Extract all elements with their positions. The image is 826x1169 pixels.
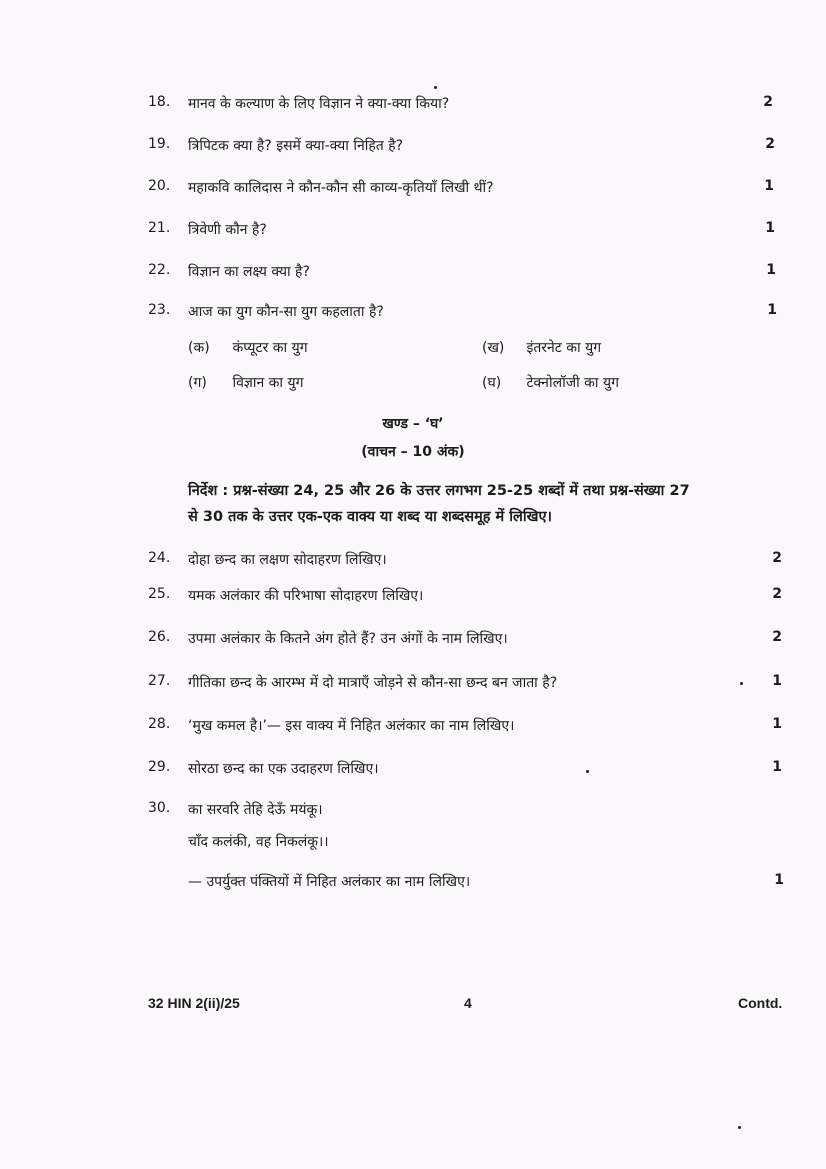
option-label: (ख)	[482, 340, 505, 356]
question-text: उपमा अलंकार के कितने अंग होते हैं? उन अंगों के नाम लिखिए।	[188, 631, 508, 647]
option-ga	[188, 373, 304, 392]
question-marks: 1	[772, 716, 782, 732]
verse-line-2: चाँद कलंकी, वह निकलंकू।।	[188, 834, 329, 850]
option-text: इंतरनेट का युग	[526, 340, 602, 356]
instruction	[188, 478, 788, 530]
question-number: 25.	[148, 586, 171, 602]
instruction-line-2: से 30 तक के उत्तर एक-एक वाक्य या शब्द या शब्दसमूह में लिखिए।	[188, 509, 552, 525]
instruction-line-1: निर्देश : प्रश्न-संख्या 24, 25 और 26 के उत्तर लगभग 25-25 शब्दों में तथा प्रश्न-संख्या 27	[188, 483, 690, 499]
section-subtitle: (वाचन – 10 अंक)	[361, 444, 465, 460]
question-marks: 1	[765, 220, 775, 236]
question-marks: 2	[765, 136, 775, 152]
question-text: दोहा छन्द का लक्षण सोदाहरण लिखिए।	[188, 552, 387, 568]
question-number: 22.	[148, 262, 171, 278]
question-number: 24.	[148, 550, 171, 566]
question-marks: 1	[767, 302, 777, 318]
question-number: 21.	[148, 220, 171, 236]
question-marks: 1	[766, 262, 776, 278]
option-label: (ग)	[188, 375, 207, 391]
section-title: खण्ड – ‘घ’	[382, 416, 444, 432]
option-label: (घ)	[482, 375, 502, 391]
question-marks: 2	[763, 94, 773, 110]
question-number: 28.	[148, 716, 171, 732]
verse-line-1: का सरवरि तेहि देऊँ मयंकू।	[188, 802, 323, 818]
scan-speck	[434, 86, 437, 89]
option-label: (क)	[188, 340, 210, 356]
question-text: त्रिवेणी कौन है?	[188, 222, 267, 238]
question-number: 29.	[148, 759, 171, 775]
question-marks: 1	[774, 872, 784, 888]
scan-speck	[738, 1126, 741, 1129]
question-marks: 1	[772, 673, 782, 689]
question-text: मानव के कल्याण के लिए विज्ञान ने क्या-क्या किया?	[188, 96, 450, 112]
question-number: 20.	[148, 178, 171, 194]
question-text: ‘मुख कमल है।’— इस वाक्य में निहित अलंकार का नाम लिखिए।	[188, 718, 515, 734]
question-text: सोरठा छन्द का एक उदाहरण लिखिए।	[188, 761, 379, 777]
page-number: 4	[464, 995, 472, 1011]
option-kha	[482, 338, 601, 357]
question-number: 19.	[148, 136, 171, 152]
question-text: आज का युग कौन-सा युग कहलाता है?	[188, 304, 384, 320]
question-text: महाकवि कालिदास ने कौन-कौन सी काव्य-कृतियाँ लिखी थीं?	[188, 180, 494, 196]
paper-code: 32 HIN 2(ii)/25	[148, 995, 240, 1011]
question-text: गीतिका छन्द के आरम्भ में दो मात्राएँ जोड़ने से कौन-सा छन्द बन जाता है?	[188, 675, 558, 691]
question-number: 18.	[148, 94, 171, 110]
option-text: टेक्नोलॉजी का युग	[526, 375, 619, 391]
contd-label: Contd.	[738, 995, 783, 1011]
question-number: 30.	[148, 800, 171, 816]
question-marks: 1	[772, 759, 782, 775]
scan-speck	[740, 682, 743, 685]
option-gha	[482, 373, 619, 392]
question-marks: 1	[764, 178, 774, 194]
option-text: कंप्यूटर का युग	[232, 340, 308, 356]
question-marks: 2	[772, 629, 782, 645]
question-marks: 2	[772, 586, 782, 602]
question-number: 23.	[148, 302, 171, 318]
question-text: — उपर्युक्त पंक्तियों में निहित अलंकार का नाम लिखिए।	[188, 874, 471, 890]
question-text: यमक अलंकार की परिभाषा सोदाहरण लिखिए।	[188, 588, 424, 604]
scan-speck	[586, 770, 589, 773]
question-text: विज्ञान का लक्ष्य क्या है?	[188, 264, 310, 280]
option-text: विज्ञान का युग	[232, 375, 304, 391]
question-number: 27.	[148, 673, 171, 689]
question-number: 26.	[148, 629, 171, 645]
option-ka	[188, 338, 308, 357]
question-text: त्रिपिटक क्या है? इसमें क्या-क्या निहित है?	[188, 138, 404, 154]
question-marks: 2	[772, 550, 782, 566]
